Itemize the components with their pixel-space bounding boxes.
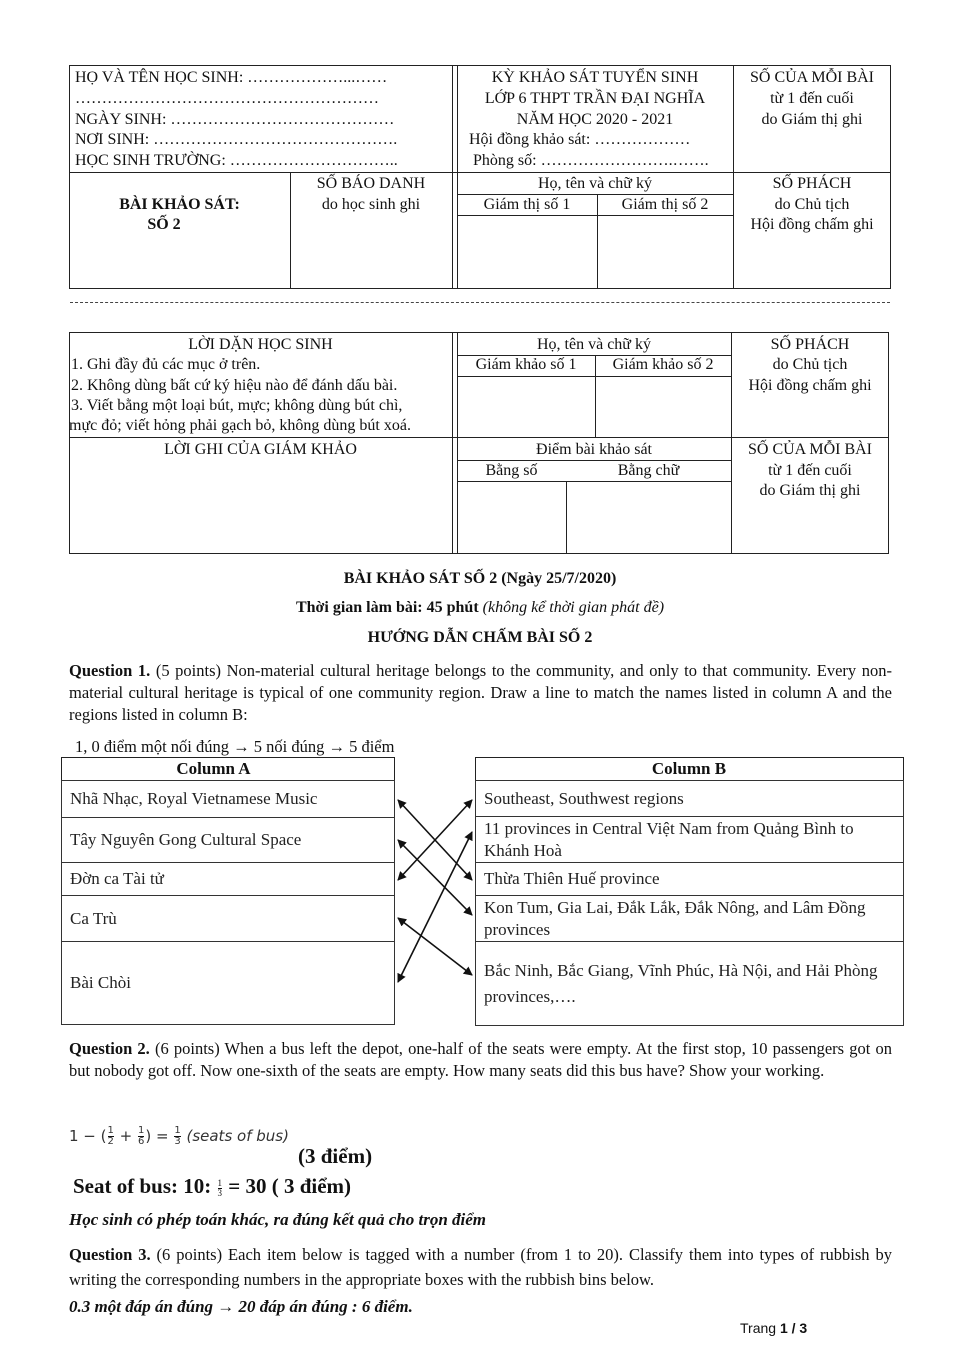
secret-code-label: SỐ PHÁCH [772,175,852,192]
question-1-label: Question 1. [69,661,151,680]
candidate-number-note: do học sinh ghi [321,196,421,213]
paper-number-label-lower: SỐ CỦA MỖI BÀI [747,441,872,458]
secret-code-label-lower: SỐ PHÁCH [770,336,850,353]
secret-code-note-lower-1: do Chủ tịch [772,356,848,373]
examiner-2-label: Giám khảo số 2 [612,356,714,373]
question-2-label: Question 2. [69,1039,150,1058]
paper-number-note-lower-2: do Giám thị ghi [759,482,861,499]
page-number: Trang 1 / 3 [740,1320,808,1336]
instruction-1: 1. Ghi đầy đủ các mục ở trên. [71,356,261,373]
secret-code-note-2: Hội đồng chấm ghi [750,216,874,233]
proctor-1-label: Giám thị số 1 [483,196,571,213]
exam-heading: BÀI KHẢO SÁT SỐ 2 (Ngày 25/7/2020) [343,570,617,587]
column-a-item: Tây Nguyên Gong Cultural Space [61,817,395,863]
secret-code-note-lower-2: Hội đồng chấm ghi [748,377,872,394]
exam-paper-number: SỐ 2 [147,216,181,233]
exam-title: KỲ KHẢO SÁT TUYỂN SINH [491,69,699,86]
exam-paper-label: BÀI KHẢO SÁT: [119,196,240,213]
school-field: HỌC SINH TRƯỜNG: ………………………….. [75,152,398,169]
match-arrow [398,800,472,880]
column-b-item: Bắc Ninh, Bắc Giang, Vĩnh Phúc, Hà Nội, and Hải Phòng provinces,…. [475,941,904,1026]
exam-duration-text: Thời gian làm bài: 45 phút [295,599,483,616]
exam-room: Phòng số: …………………….……. [473,152,709,169]
question-3-label: Question 3. [69,1245,151,1264]
date-of-birth-field: NGÀY SINH: …………………………………… [75,111,395,128]
paper-number-note-1: từ 1 đến cuối [770,90,854,107]
question-3-text [69,1242,892,1292]
score-in-words-label: Bằng chữ [617,462,680,479]
column-a-item: Nhã Nhạc, Royal Vietnamese Music [61,780,395,818]
score-in-digits-label: Bằng số [485,462,538,479]
question-2-answer: Seat of bus: 10: $\frac{1}{3}$ = 30 ( 3 điểm) [73,1174,352,1198]
secret-code-note-1: do Chủ tịch [774,196,850,213]
student-name-continuation: ………………………………………………… [75,90,379,107]
column-b-item: Southeast, Southwest regions [475,780,904,817]
proctor-2-label: Giám thị số 2 [621,196,709,213]
instruction-3-cont: mực đỏ; viết hỏng phải gạch bỏ, không dùng bút xoá. [69,417,411,434]
match-arrow [398,840,472,915]
student-name-field: HỌ VÀ TÊN HỌC SINH: ………………...…… [75,69,388,86]
examiner-1-label: Giám khảo số 1 [475,356,577,373]
examiner-signature-title: Họ, tên và chữ ký [537,336,651,353]
instructions-title: LỜI DẶN HỌC SINH [188,336,333,353]
paper-number-note-lower-1: từ 1 đến cuối [768,462,852,479]
grading-guide-heading: HƯỚNG DẪN CHẤM BÀI SỐ 2 [367,629,593,646]
question-2-note: Học sinh có phép toán khác, ra đúng kết quả cho trọn điểm [69,1210,487,1229]
question-1-body: (5 points) Non-material cultural heritage belongs to the community, and only to that community. Every non-material cultural heritage is typical of one community region. Draw a line to match the names listed in column A and the regions listed in column B: [69,661,892,724]
instruction-2: 2. Không dùng bất cứ ký hiệu nào để đánh dấu bài. [71,377,398,394]
exam-year: NĂM HỌC 2020 - 2021 [516,111,674,128]
column-b-item: Kon Tum, Gia Lai, Đắk Lắk, Đắk Nông, and Lâm Đồng provinces [475,895,904,942]
candidate-number-label: SỐ BÁO DANH [316,175,426,192]
question-2-body: (6 points) When a bus left the depot, one-half of the seats were empty. At the first stop, 10 passengers got on but nobody got off. Now one-sixth of the seats are empty. How many seats did this bus have? Show your working. [69,1039,892,1080]
cut-line [70,302,890,303]
question-2-formula: 1 − ( $\frac{1}{2}$ + $\frac{1}{6}$ ) = $\frac{1}{3}$ (seats of bus) [69,1125,289,1147]
question-3-scoring: 0.3 một đáp án đúng → 20 đáp án đúng : 6 điểm. [69,1297,413,1316]
column-b-item: Thừa Thiên Huế province [475,862,904,896]
question-3-body: (6 points) Each item below is tagged with a number (from 1 to 20). Classify them into types of rubbish by writing the corresponding numbers in the appropriate boxes with the rubbish bins below. [69,1245,892,1289]
instruction-3: 3. Viết bằng một loại bút, mực; không dùng bút chì, [71,397,403,414]
match-arrow [398,832,472,982]
column-a-header: Column A [176,759,251,778]
proctor-signature-title: Họ, tên và chữ ký [538,175,652,192]
column-b-header: Column B [651,759,727,778]
question-1-scoring: 1, 0 điểm một nối đúng → 5 nối đúng → 5 điểm [75,737,395,756]
exam-duration [0,599,960,617]
question-1-text [69,660,892,726]
paper-number-label: SỐ CỦA MỖI BÀI [749,69,874,86]
column-a-item: Ca Trù [61,895,395,942]
column-b-item: 11 provinces in Central Việt Nam from Quảng Bình to Khánh Hoà [475,816,904,863]
exam-council: Hội đồng khảo sát: ……………… [469,131,691,148]
exam-school: LỚP 6 THPT TRẦN ĐẠI NGHĨA [484,90,706,107]
question-2-points-1: (3 điểm) [298,1144,373,1168]
score-title: Điểm bài khảo sát [536,441,652,458]
match-arrow [398,800,472,880]
examiner-notes-title: LỜI GHI CỦA GIÁM KHẢO [164,441,357,458]
exam-duration-note: (không kể thời gian phát đề) [482,599,665,616]
column-a-item: Bài Chòi [61,941,395,1025]
birthplace-field: NƠI SINH: ………………………………………. [75,131,398,148]
question-2-text [69,1038,892,1082]
match-arrow [398,918,472,975]
paper-number-note-2: do Giám thị ghi [761,111,863,128]
column-a-item: Đờn ca Tài tử [61,862,395,896]
